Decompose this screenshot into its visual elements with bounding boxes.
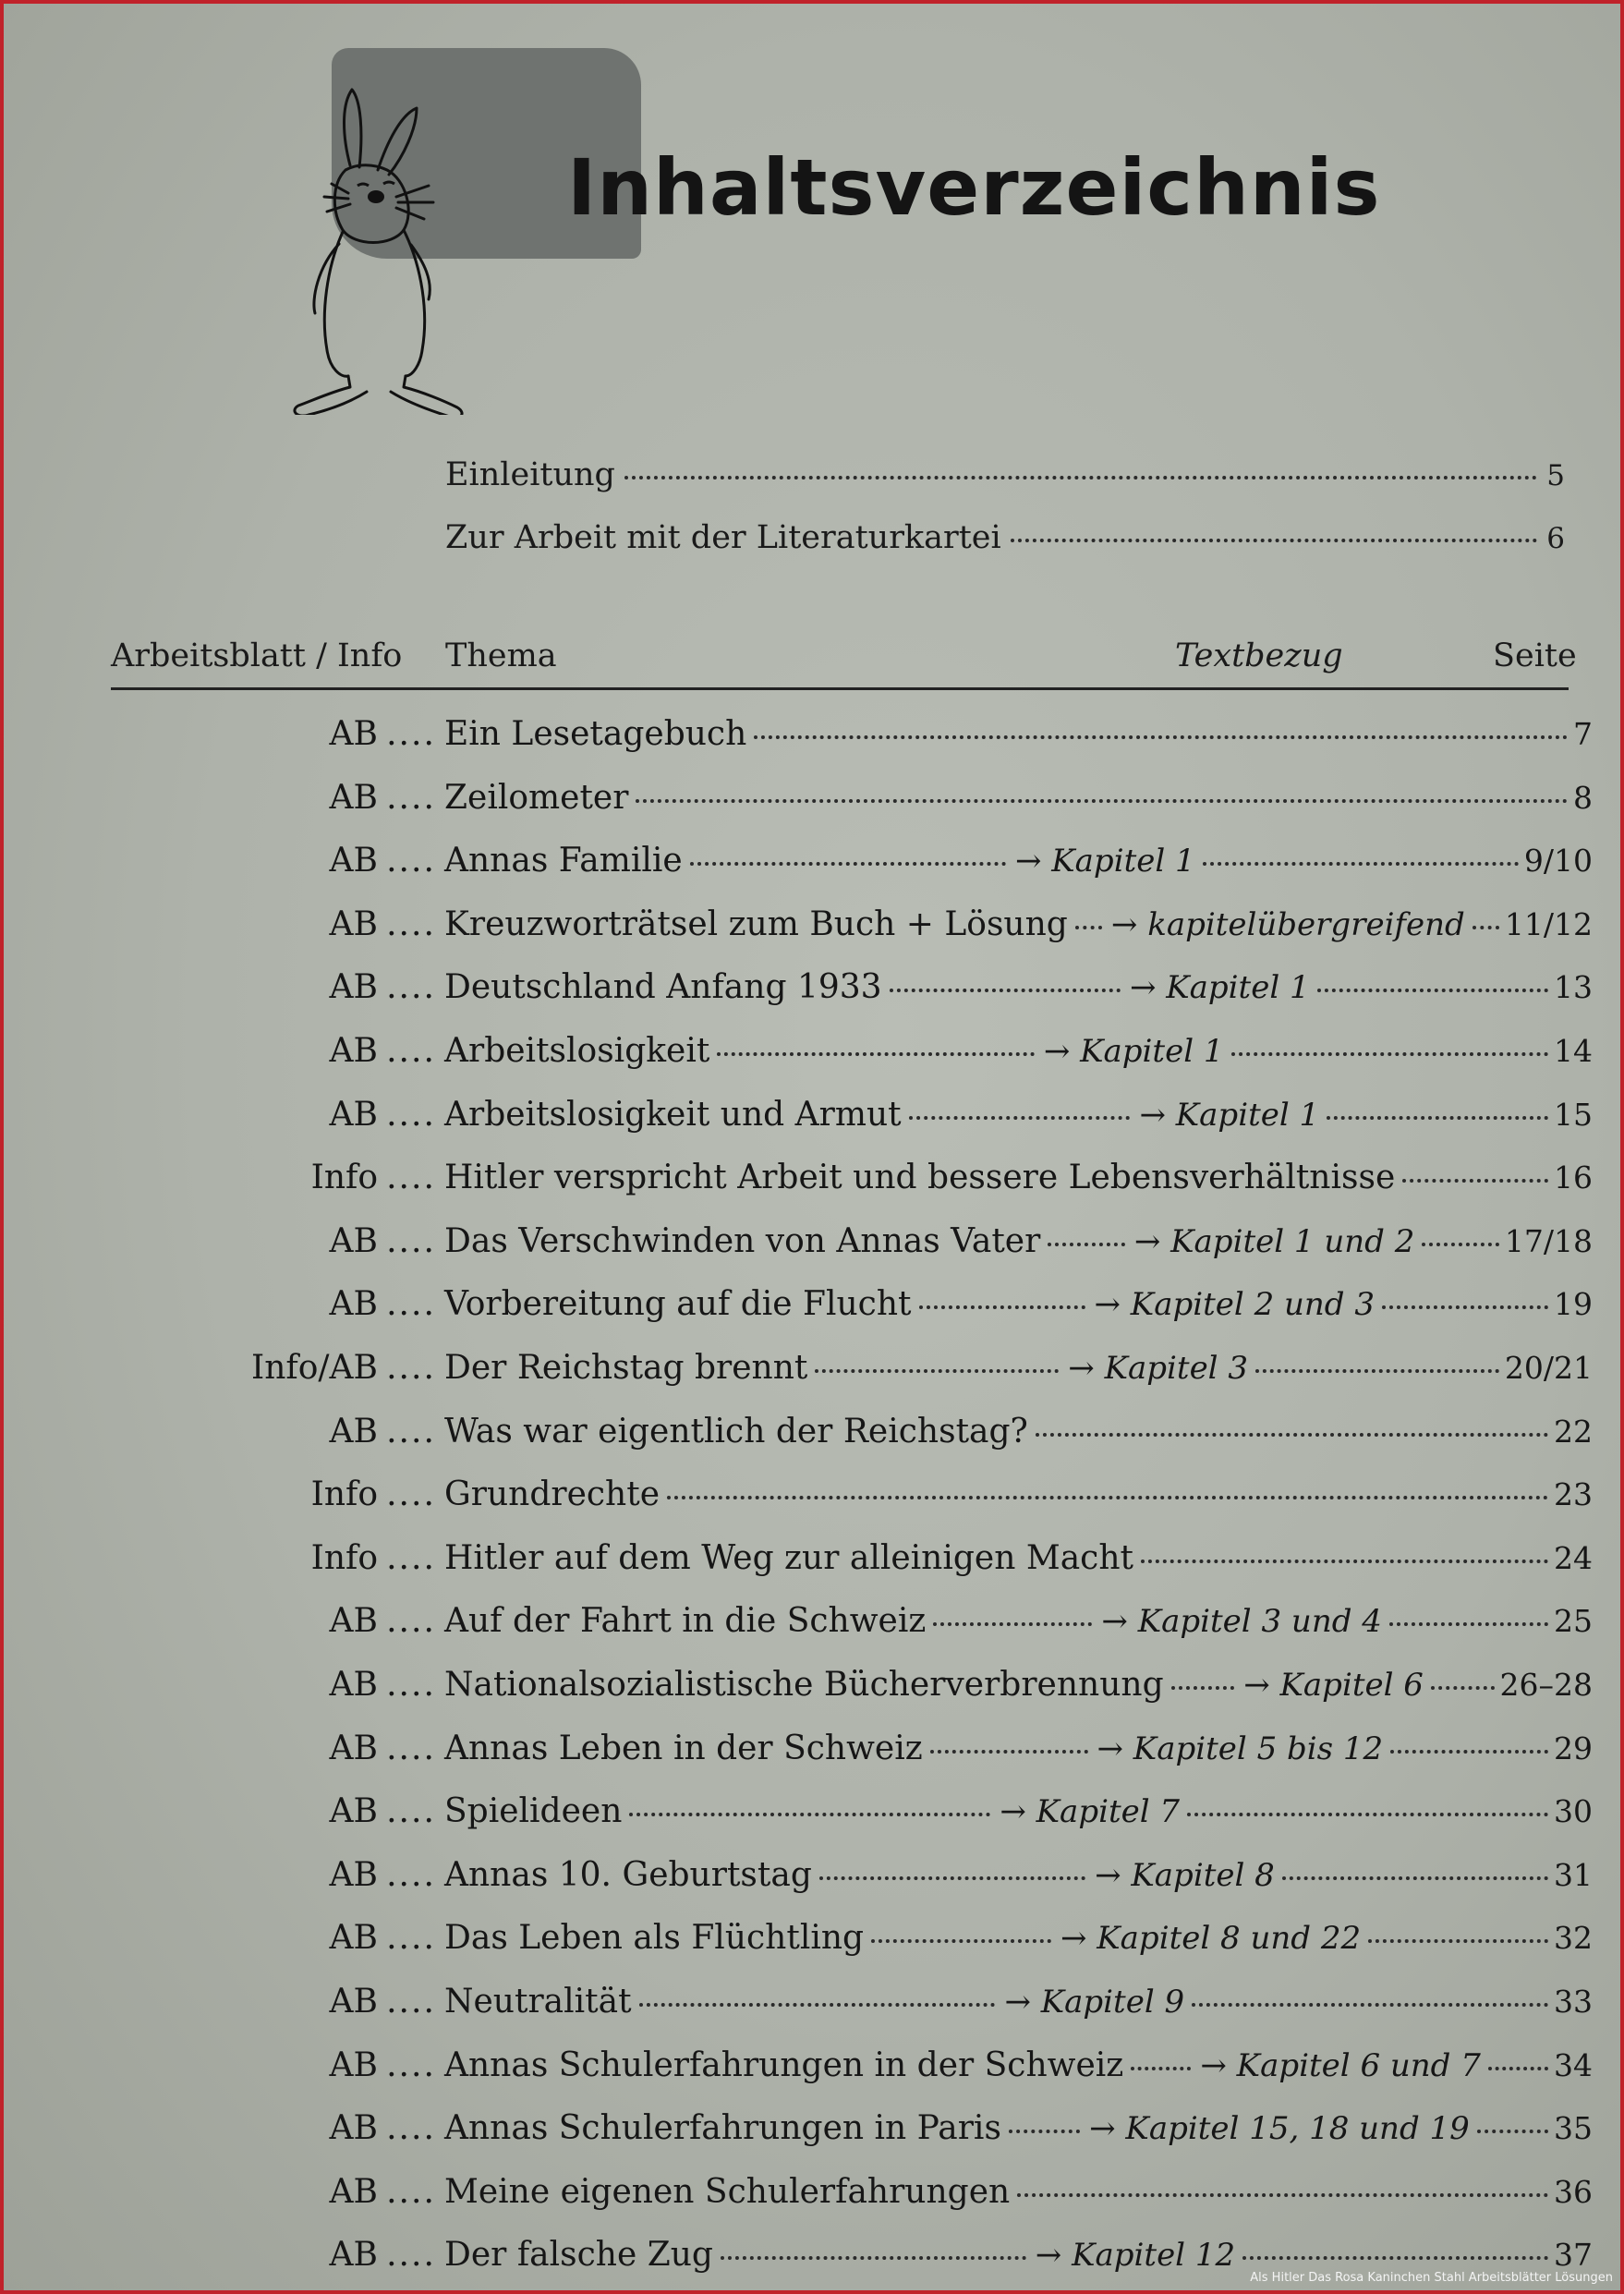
leader-dots	[1422, 1243, 1499, 1246]
leader-dots	[919, 1305, 1085, 1309]
leader-dots	[1192, 2003, 1548, 2007]
row-separator-dots: ....	[386, 1412, 436, 1450]
row-kind: AB	[329, 1412, 378, 1450]
header-rule	[111, 687, 1569, 690]
leader-dots	[1036, 1433, 1548, 1437]
row-page: 16	[1554, 1159, 1593, 1196]
toc-row	[41, 905, 1593, 961]
row-text-reference: → Kapitel 1 und 2	[1133, 1222, 1415, 1260]
row-text-reference: → Kapitel 2 und 3	[1094, 1286, 1376, 1324]
row-topic: Auf der Fahrt in die Schweiz	[444, 1602, 927, 1641]
toc-row	[41, 2046, 1593, 2102]
row-page: 36	[1554, 2173, 1593, 2210]
row-text-reference: → Kapitel 6 und 7	[1200, 2046, 1481, 2084]
intro-label: Zur Arbeit mit der Literaturkartei	[445, 519, 1001, 556]
leader-dots	[1402, 1179, 1548, 1183]
row-text-reference: → Kapitel 12	[1035, 2237, 1236, 2275]
row-page: 15	[1554, 1096, 1593, 1133]
row-topic: Nationalsozialistische Bücherverbrennung	[444, 1666, 1164, 1704]
row-topic: Deutschland Anfang 1933	[444, 968, 882, 1007]
toc-row	[41, 1539, 1593, 1595]
toc-row	[41, 1602, 1593, 1657]
leader-dots	[717, 1052, 1034, 1056]
row-topic: Der falsche Zug	[444, 2236, 713, 2275]
intro-entry	[445, 519, 1565, 556]
row-separator-dots: ....	[386, 968, 436, 1007]
toc-row	[41, 968, 1593, 1024]
row-page: 23	[1554, 1476, 1593, 1513]
leader-dots	[1255, 1369, 1499, 1373]
leader-dots	[1187, 1813, 1548, 1816]
row-page: 13	[1554, 969, 1594, 1006]
row-page: 20/21	[1504, 1350, 1594, 1386]
column-header-topic: Thema	[445, 637, 557, 674]
leader-dots	[1017, 2193, 1548, 2197]
row-topic: Was war eigentlich der Reichstag?	[444, 1412, 1028, 1450]
column-header-page: Seite	[1493, 637, 1577, 674]
leader-dots	[871, 1939, 1051, 1943]
row-page: 29	[1554, 1730, 1593, 1766]
row-topic: Annas Schulerfahrungen in der Schweiz	[444, 2045, 1124, 2084]
row-text-reference: → kapitelübergreifend	[1110, 905, 1465, 943]
row-page: 26–28	[1499, 1667, 1593, 1703]
row-page: 19	[1554, 1286, 1594, 1323]
row-topic: Hitler auf dem Weg zur alleinigen Macht	[444, 1538, 1133, 1577]
column-header-ref: Textbezug	[1175, 637, 1343, 674]
row-page: 32	[1554, 1920, 1594, 1957]
toc-row	[41, 1413, 1593, 1468]
row-text-reference: → Kapitel 7	[1000, 1793, 1181, 1831]
row-text-reference: → Kapitel 6	[1243, 1667, 1424, 1704]
leader-dots	[1389, 1622, 1548, 1626]
leader-dots	[930, 1750, 1088, 1754]
row-page: 30	[1554, 1793, 1594, 1830]
row-topic: Neutralität	[444, 1983, 632, 2021]
leader-dots	[1368, 1939, 1548, 1943]
toc-row	[41, 1666, 1593, 1721]
toc-row	[41, 1792, 1593, 1848]
toc-row	[41, 842, 1593, 897]
row-page: 17/18	[1504, 1222, 1594, 1259]
row-page: 8	[1573, 779, 1593, 816]
row-kind: AB	[329, 1983, 378, 2021]
row-text-reference: → Kapitel 1	[1043, 1033, 1224, 1070]
row-kind: Info/AB	[251, 1349, 378, 1387]
row-separator-dots: ....	[386, 2236, 436, 2275]
row-page: 11/12	[1504, 905, 1593, 942]
row-topic: Arbeitslosigkeit	[444, 1032, 710, 1070]
row-page: 31	[1554, 1856, 1594, 1893]
leader-dots	[1203, 862, 1519, 866]
leader-dots	[1431, 1686, 1495, 1690]
leader-dots	[636, 799, 1568, 803]
leader-dots	[1382, 1305, 1548, 1309]
row-topic: Das Leben als Flüchtling	[444, 1919, 865, 1958]
row-topic: Ein Lesetagebuch	[444, 715, 747, 753]
leader-dots	[1317, 989, 1548, 992]
leader-dots	[1473, 926, 1499, 929]
row-kind: AB	[329, 715, 378, 753]
row-separator-dots: ....	[386, 1983, 436, 2021]
leader-dots	[1009, 2130, 1080, 2133]
toc-row	[41, 2173, 1593, 2228]
row-separator-dots: ....	[386, 1285, 436, 1324]
row-kind: AB	[329, 1729, 378, 1767]
toc-row	[41, 1349, 1593, 1404]
row-kind: Info	[310, 1475, 378, 1514]
row-kind: AB	[329, 1855, 378, 1894]
toc-row	[41, 1159, 1593, 1214]
toc-row	[41, 1475, 1593, 1531]
row-topic: Arbeitslosigkeit und Armut	[444, 1095, 902, 1134]
leader-dots	[1048, 1243, 1125, 1246]
row-kind: AB	[329, 1919, 378, 1958]
row-topic: Kreuzworträtsel zum Buch + Lösung	[444, 904, 1068, 943]
leader-dots	[1011, 539, 1538, 542]
leader-dots	[1390, 1750, 1548, 1754]
leader-dots	[890, 989, 1121, 992]
row-page: 14	[1554, 1033, 1594, 1069]
toc-row	[41, 779, 1593, 834]
row-kind: AB	[329, 1666, 378, 1704]
row-separator-dots: ....	[386, 2109, 436, 2148]
row-kind: AB	[329, 842, 378, 880]
leader-dots	[1131, 2067, 1191, 2070]
row-separator-dots: ....	[386, 1159, 436, 1197]
toc-row	[41, 715, 1593, 771]
row-separator-dots: ....	[386, 1855, 436, 1894]
row-text-reference: → Kapitel 8 und 22	[1060, 1920, 1362, 1958]
toc-row	[41, 1730, 1593, 1785]
toc-row	[41, 1856, 1593, 1912]
row-kind: AB	[329, 904, 378, 943]
row-separator-dots: ....	[386, 1032, 436, 1070]
leader-dots	[815, 1369, 1059, 1373]
leader-dots	[1141, 1560, 1548, 1563]
row-kind: AB	[329, 1285, 378, 1324]
leader-dots	[909, 1116, 1131, 1120]
row-text-reference: → Kapitel 1	[1014, 843, 1195, 880]
leader-dots	[1075, 926, 1102, 929]
row-kind: AB	[329, 1032, 378, 1070]
row-kind: AB	[329, 778, 378, 817]
row-kind: AB	[329, 1602, 378, 1641]
row-topic: Grundrechte	[444, 1475, 661, 1514]
row-separator-dots: ....	[386, 715, 436, 753]
toc-row	[41, 1032, 1593, 1087]
leader-dots	[1327, 1116, 1548, 1120]
row-page: 24	[1554, 1539, 1593, 1576]
row-text-reference: → Kapitel 9	[1004, 1984, 1185, 2021]
row-kind: AB	[329, 1221, 378, 1260]
row-kind: AB	[329, 2236, 378, 2275]
row-separator-dots: ....	[386, 904, 436, 943]
row-text-reference: → Kapitel 3 und 4	[1101, 1603, 1382, 1641]
row-separator-dots: ....	[386, 778, 436, 817]
row-text-reference: → Kapitel 15, 18 und 19	[1089, 2110, 1470, 2148]
row-page: 35	[1554, 2110, 1594, 2147]
row-kind: AB	[329, 2172, 378, 2211]
row-separator-dots: ....	[386, 1602, 436, 1641]
rabbit-illustration	[239, 82, 526, 415]
leader-dots	[933, 1622, 1092, 1626]
row-topic: Annas Schulerfahrungen in Paris	[444, 2109, 1001, 2148]
row-separator-dots: ....	[386, 1538, 436, 1577]
row-separator-dots: ....	[386, 1919, 436, 1958]
row-text-reference: → Kapitel 8	[1095, 1856, 1275, 1894]
row-separator-dots: ....	[386, 1095, 436, 1134]
leader-dots	[754, 735, 1568, 739]
row-kind: AB	[329, 968, 378, 1007]
intro-entry	[445, 456, 1565, 493]
leader-dots	[1231, 1052, 1548, 1056]
row-text-reference: → Kapitel 3	[1068, 1350, 1248, 1387]
toc-row	[41, 1285, 1593, 1341]
row-page: 33	[1554, 1984, 1594, 2020]
row-separator-dots: ....	[386, 2045, 436, 2084]
row-page: 25	[1554, 1603, 1593, 1640]
toc-row	[41, 2109, 1593, 2165]
row-separator-dots: ....	[386, 1349, 436, 1387]
toc-row	[41, 1096, 1593, 1151]
row-separator-dots: ....	[386, 1475, 436, 1514]
intro-label: Einleitung	[445, 456, 615, 493]
leader-dots	[819, 1876, 1085, 1880]
row-separator-dots: ....	[386, 1792, 436, 1831]
row-separator-dots: ....	[386, 1729, 436, 1767]
leader-dots	[1171, 1686, 1235, 1690]
row-separator-dots: ....	[386, 1221, 436, 1260]
row-kind: AB	[329, 1792, 378, 1831]
row-page: 37	[1554, 2237, 1593, 2274]
image-caption: Als Hitler Das Rosa Kaninchen Stahl Arbeitsblätter Lösungen	[1250, 2271, 1613, 2285]
row-page: 7	[1573, 716, 1593, 752]
row-topic: Der Reichstag brennt	[444, 1349, 808, 1387]
row-page: 34	[1554, 2046, 1593, 2083]
row-kind: Info	[310, 1538, 378, 1577]
leader-dots	[1282, 1876, 1548, 1880]
leader-dots	[1488, 2067, 1548, 2070]
leader-dots	[624, 476, 1537, 479]
row-topic: Annas 10. Geburtstag	[444, 1855, 812, 1894]
leader-dots	[667, 1496, 1548, 1499]
leader-dots	[639, 2003, 996, 2007]
row-separator-dots: ....	[386, 2172, 436, 2211]
row-page: 22	[1554, 1413, 1593, 1450]
row-topic: Meine eigenen Schulerfahrungen	[444, 2172, 1011, 2211]
row-kind: AB	[329, 2109, 378, 2148]
row-topic: Annas Leben in der Schweiz	[444, 1729, 923, 1767]
row-text-reference: → Kapitel 1	[1129, 969, 1310, 1007]
leader-dots	[690, 862, 1006, 866]
row-topic: Hitler verspricht Arbeit und bessere Lebensverhältnisse	[444, 1159, 1396, 1197]
row-topic: Vorbereitung auf die Flucht	[444, 1285, 912, 1324]
row-topic: Annas Familie	[444, 842, 683, 880]
leader-dots	[1242, 2256, 1548, 2260]
row-text-reference: → Kapitel 1	[1139, 1096, 1320, 1134]
row-kind: Info	[310, 1159, 378, 1197]
row-topic: Das Verschwinden von Annas Vater	[444, 1221, 1041, 1260]
row-kind: AB	[329, 2045, 378, 2084]
leader-dots	[629, 1813, 990, 1816]
column-header-kind: Arbeitsblatt / Info	[111, 637, 403, 674]
intro-page: 6	[1546, 522, 1565, 555]
row-separator-dots: ....	[386, 842, 436, 880]
page-title: Inhaltsverzeichnis	[567, 142, 1381, 233]
row-topic: Spielideen	[444, 1792, 623, 1831]
toc-row	[41, 1222, 1593, 1278]
row-page: 9/10	[1523, 843, 1594, 880]
row-text-reference: → Kapitel 5 bis 12	[1097, 1730, 1384, 1767]
leader-dots	[721, 2256, 1026, 2260]
row-topic: Zeilometer	[444, 778, 629, 817]
leader-dots	[1477, 2130, 1548, 2133]
row-separator-dots: ....	[386, 1666, 436, 1704]
toc-row	[41, 1919, 1593, 1974]
intro-page: 5	[1546, 459, 1565, 492]
toc-row	[41, 1983, 1593, 2038]
row-kind: AB	[329, 1095, 378, 1134]
